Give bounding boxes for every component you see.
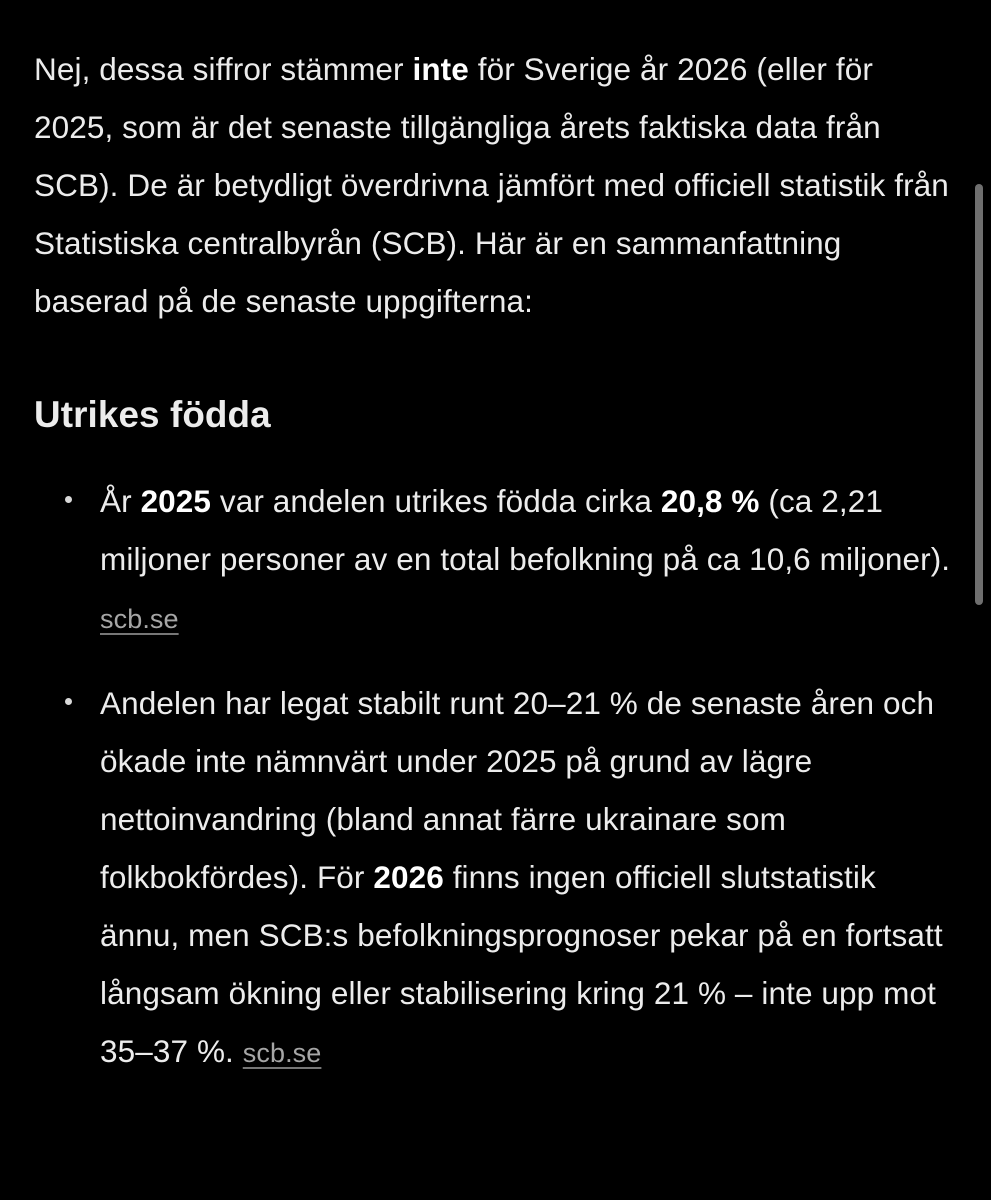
bullet-1-bold-year: 2025: [140, 483, 212, 519]
bullet-2-text-2: finns ingen officiell slutstatistik ännu, men SCB:s befolkningsprognoser pekar på en fortsatt långsam ökning eller stabilisering kring 21 % – inte upp mot 35–37 %.: [100, 859, 943, 1069]
scrollbar-thumb[interactable]: [975, 184, 983, 605]
source-link-scb-1[interactable]: scb.se: [100, 604, 179, 634]
bullet-dot-icon: [65, 496, 72, 503]
source-link-scb-2[interactable]: scb.se: [242, 1038, 322, 1068]
intro-text-2: för Sverige år 2026 (eller för 2025, som är det senaste tillgängliga årets faktiska data från SCB). De är betydligt överdrivna jämfört med officiell statistik från Statistiska centralbyrån (SCB). Här är en sammanfattning baserad på de senaste uppgifterna:: [34, 51, 949, 319]
assistant-message: [34, 40, 959, 1108]
bullet-1-text-1: År: [100, 483, 141, 519]
bullet-1-bold-percent: 20,8 %: [660, 483, 760, 519]
bullet-1-text-3: (ca 2,21 miljoner personer av en total befolkning på ca 10,6 miljoner).: [100, 483, 951, 577]
bullet-2-bold-year: 2026: [373, 859, 444, 895]
scrollbar[interactable]: [969, 0, 991, 1200]
intro-bold-inte: inte: [412, 51, 469, 87]
bullet-dot-icon: [65, 698, 72, 705]
bullet-2-text-1: Andelen har legat stabilt runt 20–21 % de senaste åren och ökade inte nämnvärt under 2025 på grund av lägre nettoinvandring (bland annat färre ukrainare som folkbokfördes). För: [100, 685, 935, 895]
bullet-1-text-2: var andelen utrikes födda cirka: [211, 483, 661, 519]
bullet-item-2: [34, 674, 959, 1082]
intro-paragraph: [34, 40, 959, 330]
bullet-item-1: [34, 472, 959, 648]
section-heading: Utrikes födda: [34, 394, 271, 435]
intro-text-1: Nej, dessa siffror stämmer: [34, 51, 413, 87]
bullet-list: [34, 472, 959, 1082]
